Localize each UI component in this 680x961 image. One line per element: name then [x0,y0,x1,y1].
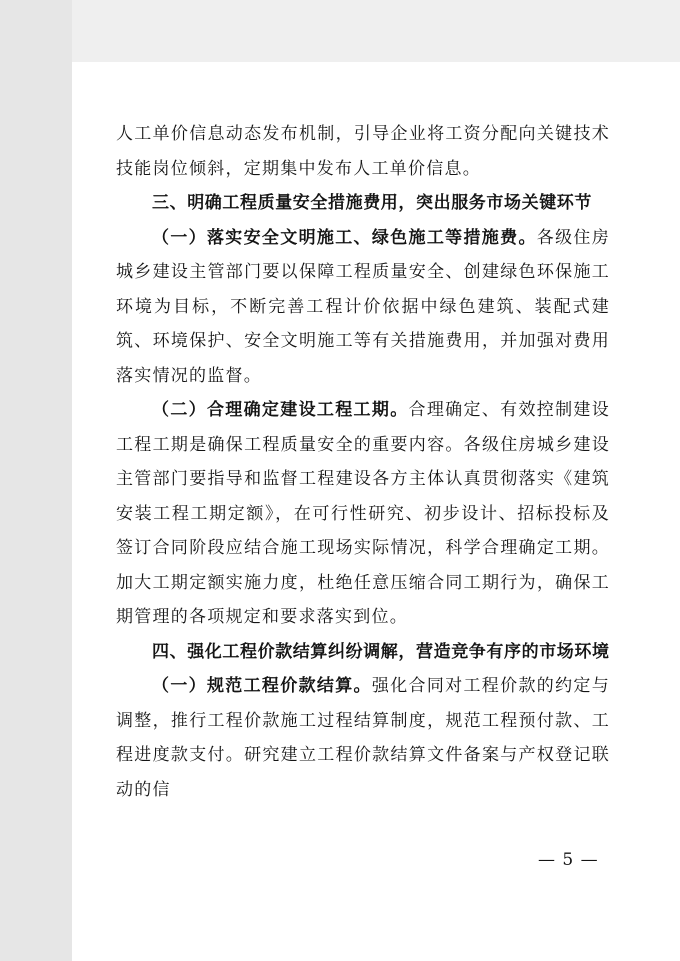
scan-margin-top [72,0,680,62]
paragraph-continuation: 人工单价信息动态发布机制，引导企业将工资分配向关键技术技能岗位倾斜，定期集中发布人工单价信息。 [116,124,610,179]
paragraph-body: 合理确定、有效控制建设工程工期是确保工程质量安全的重要内容。各级住房城乡建设主管部门要指导和监督工程建设各方主体认真贯彻落实《建筑安装工程工期定额》，在可行性研究、初步设计、招标投标及签订合同阶段应结合施工现场实际情况，科学合理确定工期。加大工期定额实施力度，杜绝任意压缩合同工期行为，确保工期管理的各项规定和要求落实到位。 [116,400,611,627]
document-body [116,117,610,807]
section-heading-4: 四、强化工程价款结算纠纷调解，营造竞争有序的市场环境 [152,641,610,662]
paragraph-body: 各级住房城乡建设主管部门要以保障工程质量安全、创建绿色环保施工环境为目标，不断完善工程计价依据中绿色建筑、装配式建筑、环境保护、安全文明施工等有关措施费用，并加强对费用落实情况的监督。 [116,227,611,386]
paragraph-lead: （一）规范工程价款结算。 [152,676,372,696]
paragraph-lead: （一）落实安全文明施工、绿色施工等措施费。 [152,227,537,248]
paragraph-construction-period [116,393,610,635]
scan-margin-left [0,0,72,961]
page-number: — 5 — [538,850,599,870]
paragraph-lead: （二）合理确定建设工程工期。 [152,400,409,420]
paragraph-measure-fees [116,221,610,394]
paragraph-settlement [116,669,610,807]
section-heading-3: 三、明确工程质量安全措施费用，突出服务市场关键环节 [152,193,592,213]
paragraph-body: 强化合同对工程价款的约定与调整，推行工程价款施工过程结算制度，规范工程预付款、工程进度款支付。研究建立工程价款结算文件备案与产权登记联动的信 [116,676,610,800]
